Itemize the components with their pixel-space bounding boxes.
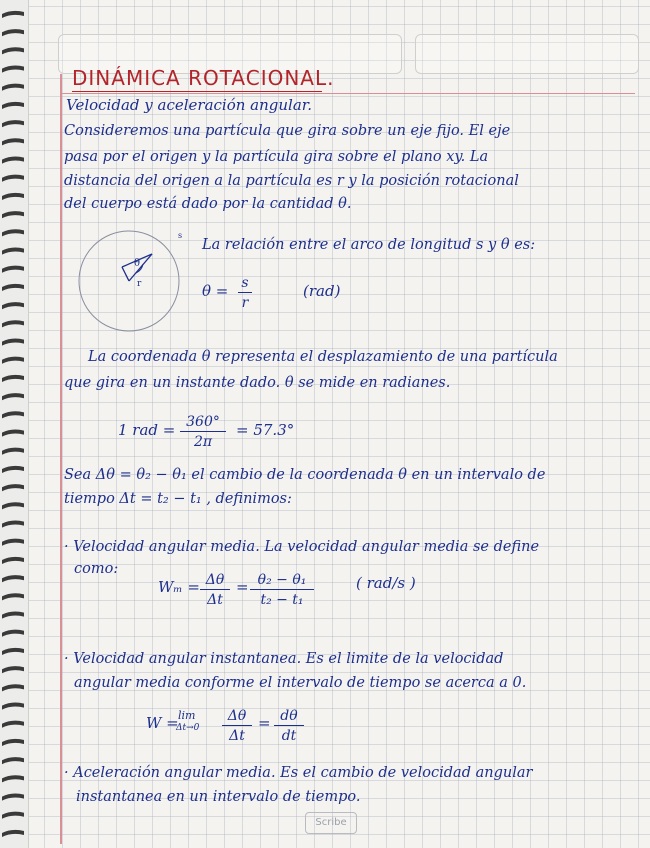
inst-velocity-fraction-1 [222, 709, 252, 743]
spiral-ring [2, 684, 24, 691]
rotation-diagram [74, 226, 184, 336]
inst-velocity-den-1: Δt [229, 728, 245, 744]
diagram-theta-label: θ [134, 258, 141, 269]
coord-line-1: La coordenada θ representa el desplazamiento de una partícula [88, 349, 558, 365]
margin-line-vertical [60, 74, 62, 844]
spiral-ring [2, 411, 24, 418]
spiral-ring [2, 247, 24, 254]
delta-line-2: tiempo Δt = t₂ − t₁ , definimos: [64, 491, 292, 507]
inst-velocity-den-2: dt [281, 728, 297, 744]
spiral-ring [2, 484, 24, 491]
margin-line-horizontal [60, 93, 635, 94]
page-title: DINÁMICA ROTACIONAL. [72, 66, 335, 90]
avg-velocity-den-2: t₂ − t₁ [260, 592, 304, 608]
avg-velocity-lhs: Wₘ = [158, 578, 200, 596]
spiral-ring [2, 739, 24, 746]
diagram-s-label: s [178, 231, 183, 240]
inst-velocity-lim: lim [178, 709, 196, 722]
rad-eq-den: 2π [193, 434, 213, 450]
relation-eq-lhs: θ = [202, 282, 229, 300]
inst-velocity-lhs: W = [146, 714, 179, 732]
inst-velocity-eq-sign: = [258, 714, 271, 732]
spiral-ring [2, 702, 24, 709]
spiral-ring [2, 539, 24, 546]
spiral-ring [2, 630, 24, 637]
avg-velocity-fraction-2 [250, 573, 314, 607]
inst-velocity-fraction-2 [274, 709, 304, 743]
inst-velocity-line-1: · Velocidad angular instantanea. Es el limite de la velocidad [64, 651, 504, 667]
inst-velocity-line-2: angular media conforme el intervalo de tiempo se acerca a 0. [74, 675, 527, 691]
spiral-ring [2, 575, 24, 582]
rad-eq-fraction [180, 415, 226, 449]
intro-line-1: Consideremos una partícula que gira sobre un eje fijo. El eje [64, 123, 511, 139]
spiral-ring [2, 229, 24, 236]
spiral-ring [2, 120, 24, 127]
spiral-ring [2, 611, 24, 618]
inst-velocity-num-2: dθ [280, 708, 298, 724]
spiral-ring [2, 666, 24, 673]
spiral-ring [2, 156, 24, 163]
avg-accel-line-2: instantanea en un intervalo de tiempo. [76, 789, 361, 805]
spiral-ring [2, 211, 24, 218]
spiral-ring [2, 84, 24, 91]
spiral-ring [2, 338, 24, 345]
delta-line-1: Sea Δθ = θ₂ − θ₁ el cambio de la coordenada θ en un intervalo de [64, 467, 546, 483]
avg-velocity-fraction-1 [200, 573, 230, 607]
header-box-right [415, 34, 639, 74]
inst-velocity-num-1: Δθ [227, 708, 247, 724]
avg-velocity-eq-sign: = [236, 578, 249, 596]
avg-velocity-num-2: θ₂ − θ₁ [257, 572, 307, 588]
avg-velocity-den-1: Δt [207, 592, 223, 608]
spiral-ring [2, 302, 24, 309]
spiral-ring [2, 757, 24, 764]
spiral-ring [2, 593, 24, 600]
rad-eq-rhs: = 57.3° [236, 421, 295, 439]
avg-velocity-num-1: Δθ [205, 572, 225, 588]
rad-eq-num: 360° [186, 414, 220, 430]
avg-velocity-unit: ( rad/s ) [356, 574, 416, 592]
spiral-ring [2, 448, 24, 455]
rad-eq-lhs: 1 rad = [118, 421, 176, 439]
relation-text: La relación entre el arco de longitud s y θ es: [202, 237, 536, 253]
spiral-ring [2, 557, 24, 564]
intro-line-4: del cuerpo está dado por la cantidad θ. [64, 196, 352, 212]
spiral-ring [2, 648, 24, 655]
intro-line-2: pasa por el origen y la partícula gira sobre el plano xy. La [64, 149, 489, 165]
diagram-radius-3 [129, 254, 152, 281]
spiral-ring [2, 320, 24, 327]
spiral-ring [2, 375, 24, 382]
avg-velocity-line-1: · Velocidad angular media. La velocidad angular media se define [64, 539, 540, 555]
spiral-ring [2, 393, 24, 400]
spiral-ring [2, 357, 24, 364]
spiral-rings [0, 0, 28, 848]
spiral-ring [2, 429, 24, 436]
spiral-ring [2, 793, 24, 800]
title-underline [72, 91, 322, 92]
spiral-ring [2, 47, 24, 54]
spiral-ring [2, 193, 24, 200]
diagram-r-label: r [137, 279, 142, 289]
spiral-binding [0, 0, 29, 848]
spiral-ring [2, 175, 24, 182]
diagram-radius-1 [122, 267, 129, 281]
spiral-ring [2, 830, 24, 837]
relation-eq-unit: (rad) [303, 282, 341, 300]
spiral-ring [2, 29, 24, 36]
spiral-ring [2, 11, 24, 18]
spiral-ring [2, 812, 24, 819]
spiral-ring [2, 466, 24, 473]
avg-accel-line-1: · Aceleración angular media. Es el cambio de velocidad angular [64, 765, 533, 781]
spiral-ring [2, 102, 24, 109]
intro-line-3: distancia del origen a la partícula es r y la posición rotacional [64, 173, 519, 189]
spiral-ring [2, 138, 24, 145]
spiral-ring [2, 502, 24, 509]
spiral-ring [2, 721, 24, 728]
relation-eq-den: r [241, 295, 249, 311]
spiral-ring [2, 775, 24, 782]
inst-velocity-lim-sub: Δt→0 [176, 723, 200, 733]
avg-velocity-line-2: como: [74, 561, 119, 577]
spiral-ring [2, 266, 24, 273]
scribe-watermark: Scribe [305, 812, 357, 834]
section-subtitle: Velocidad y aceleración angular. [66, 96, 313, 114]
relation-eq-fraction [238, 276, 252, 310]
spiral-ring [2, 65, 24, 72]
spiral-ring [2, 520, 24, 527]
spiral-ring [2, 284, 24, 291]
relation-eq-num: s [241, 275, 249, 291]
coord-line-2: que gira en un instante dado. θ se mide en radianes. [64, 375, 451, 391]
